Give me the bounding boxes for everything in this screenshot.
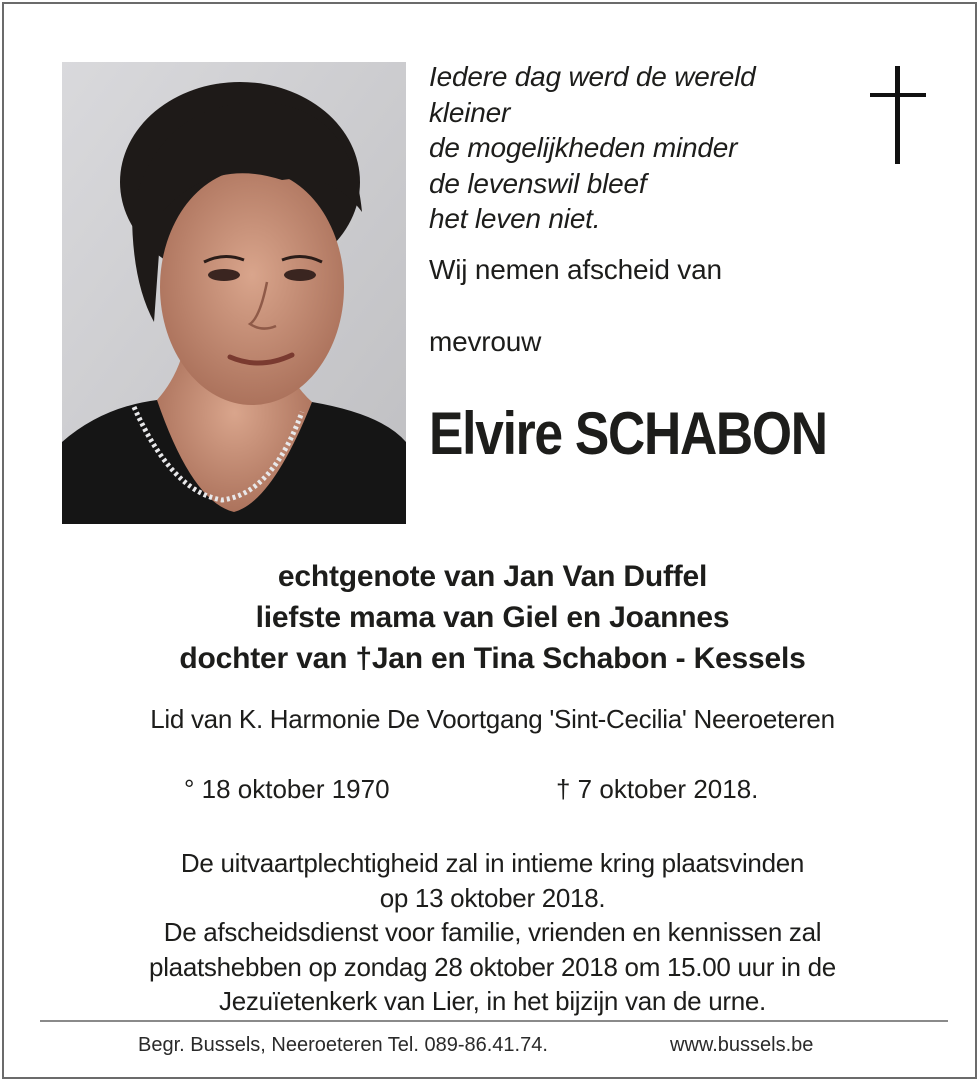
undertaker-info: Begr. Bussels, Neeroeteren Tel. 089-86.41.74. [138,1034,548,1056]
funeral-line: De afscheidsdienst voor familie, vrienden en kennissen zal [163,917,822,947]
poem-line: de levenswil bleef [429,167,647,199]
portrait-photo [62,62,406,524]
cross-icon [870,66,926,164]
relation-line: echtgenote van Jan Van Duffel [277,560,708,593]
funeral-line: plaatshebben op zondag 28 oktober 2018 om 15.00 uur in de [149,951,836,982]
honorific: mevrouw [429,326,542,357]
funeral-details [4,846,980,1019]
footer-divider [40,1020,948,1022]
funeral-line: op 13 oktober 2018. [379,882,606,913]
memorial-poem [429,59,849,237]
relation-line: dochter van †Jan en Tina Schabon - Kessels [179,642,806,675]
family-relations [4,556,980,679]
poem-line: het leven niet. [429,203,601,234]
portrait-illustration [62,62,406,524]
membership-line: Lid van K. Harmonie De Voortgang 'Sint-Cecilia' Neeroeteren [150,704,835,734]
birth-date: ° 18 oktober 1970 [184,774,390,804]
funeral-line: De uitvaartplechtigheid zal in intieme kring plaatsvinden [180,848,805,878]
farewell-intro: Wij nemen afscheid van [429,254,722,285]
death-date: † 7 oktober 2018. [556,774,759,804]
funeral-line: Jezuïetenkerk van Lier, in het bijzijn van de urne. [219,986,766,1016]
relation-line: liefste mama van Giel en Joannes [255,601,730,634]
poem-line: Iedere dag werd de wereld [429,61,756,92]
death-notice-card [2,2,977,1079]
poem-line: kleiner [429,96,511,128]
poem-line: de mogelijkheden minder [429,132,738,163]
undertaker-website[interactable]: www.bussels.be [670,1034,814,1056]
deceased-name: Elvire SCHABON [429,400,827,467]
